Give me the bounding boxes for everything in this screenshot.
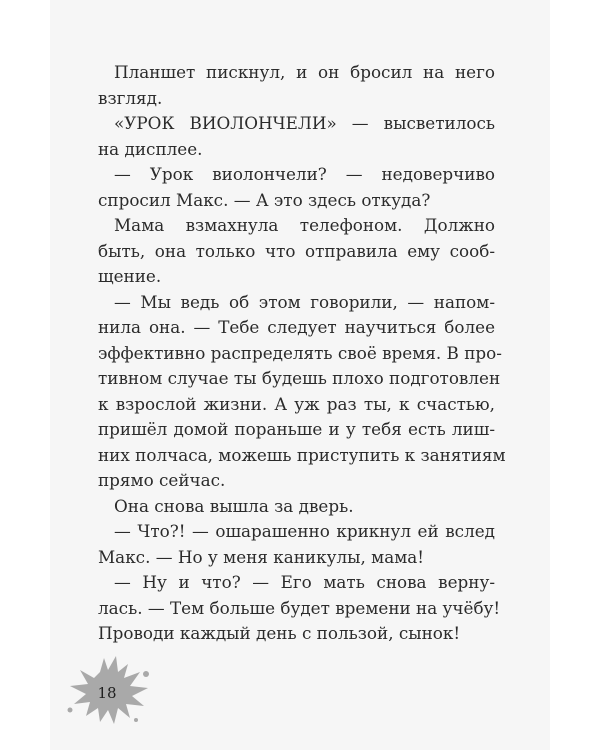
page-number: 18: [97, 684, 117, 702]
text-line: них полчаса, можешь приступить к занятиям: [98, 444, 506, 465]
text-line: быть, она только что отправила ему сооб-: [98, 240, 495, 261]
text-line: — Что?! — ошарашенно крикнул ей вслед: [114, 521, 495, 541]
text-line: «УРОК ВИОЛОНЧЕЛИ» — высветилось: [114, 113, 495, 133]
text-line: щение.: [98, 266, 162, 286]
text-line: — Урок виолончели? — недоверчиво: [114, 164, 495, 184]
text-line: Мама взмахнула телефоном. Должно: [114, 215, 495, 235]
text-line: Она снова вышла за дверь.: [114, 495, 354, 516]
text-line: тивном случае ты будешь плохо подготовлен: [98, 368, 501, 388]
text-line: — Ну и что? — Его мать снова верну-: [114, 572, 495, 592]
text-line: взгляд.: [98, 87, 163, 108]
text-line: нила она. — Тебе следует научиться более: [98, 317, 495, 337]
text-line: прямо сейчас.: [98, 470, 226, 490]
text-line: Проводи каждый день с пользой, сынок!: [98, 623, 461, 643]
text-line: пришёл домой пораньше и у тебя есть лиш-: [98, 419, 495, 439]
text-line: — Мы ведь об этом говорили, — напом-: [114, 291, 495, 312]
text-line: на дисплее.: [98, 138, 203, 159]
text-line: Макс. — Но у меня каникулы, мама!: [98, 546, 424, 567]
text-line: эффективно распределять своё время. В про-: [98, 342, 502, 363]
text-line: Планшет пискнул, и он бросил на него: [114, 62, 495, 82]
page-text: [98, 60, 506, 647]
text-line: лась. — Тем больше будет времени на учёбу!: [98, 597, 501, 618]
text-line: к взрослой жизни. А уж раз ты, к счастью,: [98, 393, 495, 414]
text-line: спросил Макс. — А это здесь откуда?: [98, 189, 431, 210]
